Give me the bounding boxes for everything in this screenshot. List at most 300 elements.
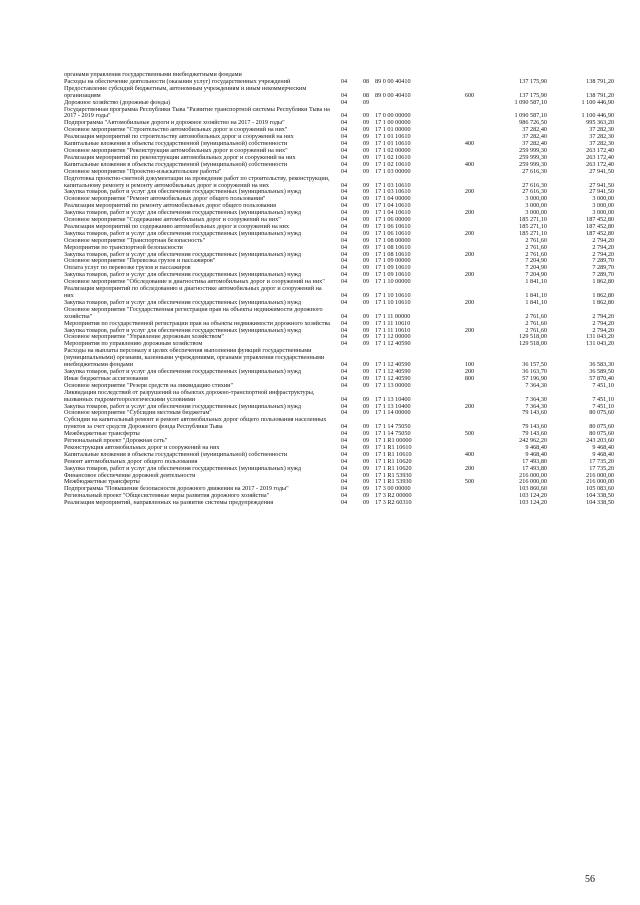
target-article-code-cell: 17 1 10 10610 [375, 298, 411, 306]
amount-first-year-cell: 37 282,40 [522, 126, 547, 134]
target-article-code-cell: 17 1 02 10610 [375, 160, 411, 168]
subsection-code-cell: 09 [362, 340, 370, 348]
target-article-code-cell: 17 1 03 00000 [375, 167, 411, 175]
subsection-code-cell: 09 [362, 236, 370, 244]
expense-type-cell: 600 [464, 91, 475, 99]
row-name-cell: Региональный проект "Дорожная сеть" [64, 437, 168, 445]
section-code-cell: 04 [340, 243, 348, 251]
target-article-code-cell: 17 1 08 10610 [375, 243, 411, 251]
subsection-code-cell: 09 [362, 292, 370, 299]
amount-first-year-cell: 242 962,20 [519, 437, 547, 445]
subsection-code-cell: 09 [362, 485, 370, 493]
amount-second-year-cell: 138 791,20 [586, 77, 614, 85]
target-article-code-cell: 17 0 00 00000 [375, 112, 411, 120]
amount-first-year-cell: 27 616,30 [522, 181, 547, 189]
amount-second-year-cell: 80 075,60 [589, 430, 614, 438]
section-code-cell: 04 [340, 222, 348, 230]
subsection-code-cell: 09 [362, 361, 370, 369]
amount-second-year-cell: 216 000,00 [586, 471, 614, 479]
amount-first-year-cell: 216 000,00 [519, 478, 547, 486]
subsection-code-cell: 09 [362, 381, 370, 389]
row-name-cell: Основное мероприятие "Проектно-изыскательские работы" [64, 167, 222, 175]
target-article-code-cell: 17 1 02 10610 [375, 153, 411, 161]
section-code-cell: 04 [340, 202, 348, 210]
expense-type-cell: 200 [464, 464, 475, 472]
row-name-cell: Закупка товаров, работ и услуг для обеспечения государственных (муниципальных) нужд [64, 298, 302, 306]
amount-first-year-cell: 2 761,60 [525, 243, 547, 251]
amount-first-year-cell: 185 271,10 [519, 222, 547, 230]
section-code-cell: 04 [340, 91, 348, 99]
target-article-code-cell: 17 1 12 40590 [375, 367, 411, 375]
expense-type-cell [455, 120, 484, 127]
row-name-cell: Основное мероприятие "Перевозка грузов и пассажиров" [64, 257, 216, 265]
amount-second-year-cell: 263 172,40 [586, 153, 614, 161]
amount-first-year-cell: 129 518,00 [519, 333, 547, 341]
subsection-code-cell: 09 [362, 160, 370, 168]
amount-second-year-cell: 104 338,50 [586, 492, 614, 500]
amount-second-year-cell: 1 862,80 [592, 292, 614, 299]
amount-first-year-cell: 2 761,60 [525, 250, 547, 258]
subsection-code-cell: 09 [362, 423, 370, 431]
amount-second-year-cell: 27 941,50 [589, 167, 614, 175]
target-article-code-cell: 17 3 00 00000 [375, 485, 411, 493]
target-article-code-cell: 17 1 03 10610 [375, 188, 411, 196]
section-code-cell: 04 [340, 236, 348, 244]
row-name-cell: Государственная программа Республики Тыва "Развитие транспортной системы Республики Тыва на 2017 - 2019 годы" [64, 105, 330, 120]
row-name-cell: Основное мероприятие "Строительство автомобильных дорог и сооружений на них" [64, 126, 288, 134]
section-code-cell: 04 [340, 278, 348, 286]
expense-type-cell: 200 [464, 229, 475, 237]
amount-first-year-cell: 103 124,20 [519, 492, 547, 500]
target-article-code-cell: 17 1 14 00000 [375, 409, 411, 417]
expense-type-cell: 200 [464, 209, 475, 217]
expense-type-cell [455, 493, 484, 500]
section-code-cell: 04 [340, 112, 348, 120]
target-article-code-cell: 17 3 R2 60310 [375, 499, 412, 507]
subsection-code-cell: 09 [362, 264, 370, 272]
expense-type-cell: 200 [464, 367, 475, 375]
target-article-code-cell: 17 1 11 00000 [375, 312, 411, 320]
row-name-cell: Основное мероприятие "Обследование и диагностика автомобильных дорог и сооружений на них" [64, 278, 325, 286]
expense-type-cell [455, 438, 484, 445]
row-name-cell: Расходы на обеспечение деятельности (оказания услуг) государственных учреждений [64, 77, 291, 85]
subsection-code-cell: 09 [362, 478, 370, 486]
row-name-cell: Закупка товаров, работ и услуг для обеспечения государственных (муниципальных) нужд [64, 229, 302, 237]
target-article-code-cell: 17 1 13 10400 [375, 395, 411, 403]
section-code-cell: 04 [340, 229, 348, 237]
expense-type-cell [455, 307, 484, 321]
subsection-code-cell: 09 [362, 126, 370, 134]
row-name-cell: Капитальные вложения в объекты государственной (муниципальной) собственности [64, 160, 288, 168]
amount-second-year-cell: 243 203,60 [586, 437, 614, 445]
amount-first-year-cell: 1 841,10 [525, 292, 547, 299]
section-code-cell: 04 [340, 188, 348, 196]
table-row [64, 107, 614, 121]
row-name-cell: Региональный проект "Общесистемные меры развития дорожного хозяйства" [64, 492, 270, 500]
expense-type-cell: 400 [464, 450, 475, 458]
target-article-code-cell: 17 1 14 75050 [375, 430, 411, 438]
row-name-cell: органами управления государственными внебюджетными фондами [64, 71, 242, 78]
amount-second-year-cell: 17 735,20 [589, 464, 614, 472]
row-name-cell: Закупка товаров, работ и услуг для обеспечения государственных (муниципальных) нужд [64, 367, 302, 375]
section-code-cell: 04 [340, 181, 348, 189]
target-article-code-cell: 17 1 06 10610 [375, 229, 411, 237]
row-name-cell: Оплата услуг по перевозке грузов и пассажиров [64, 264, 191, 272]
subsection-code-cell: 09 [362, 464, 370, 472]
subsection-code-cell: 09 [362, 499, 370, 507]
target-article-code-cell: 17 1 13 10400 [375, 402, 411, 410]
row-name-cell: Основное мероприятие "Резерв средств на ликвидацию стихии" [64, 381, 233, 389]
table-row [64, 307, 614, 321]
row-name-cell: Закупка товаров, работ и услуг для обеспечения государственных (муниципальных) нужд [64, 209, 302, 217]
amount-second-year-cell: 1 100 446,90 [581, 112, 614, 120]
subsection-code-cell: 09 [362, 119, 370, 127]
target-article-code-cell: 17 1 12 40590 [375, 340, 411, 348]
expense-type-cell [455, 176, 484, 190]
section-code-cell: 04 [340, 381, 348, 389]
subsection-code-cell: 09 [362, 229, 370, 237]
section-code-cell: 04 [340, 374, 348, 382]
amount-first-year-cell: 7 364,30 [525, 402, 547, 410]
section-code-cell: 04 [340, 450, 348, 458]
amount-second-year-cell: 27 941,50 [589, 188, 614, 196]
subsection-code-cell: 09 [362, 243, 370, 251]
row-name-cell: Расходы на выплаты персоналу в целях обеспечения выполнения функций государственными (муниципальными) органами, казенными учреждениями, органами управления государственными внебюджетными фондами [64, 347, 325, 369]
row-name-cell: Реализация мероприятий по ремонту автомобильных дорог общего пользования [64, 202, 276, 210]
expense-type-cell: 200 [464, 298, 475, 306]
target-article-code-cell: 17 1 R1 53930 [375, 471, 412, 479]
budget-table [64, 72, 614, 507]
section-code-cell: 04 [340, 133, 348, 141]
amount-second-year-cell: 2 794,20 [592, 319, 614, 327]
amount-second-year-cell: 9 468,40 [592, 443, 614, 451]
section-code-cell: 04 [340, 250, 348, 258]
section-code-cell: 04 [340, 77, 348, 85]
target-article-code-cell: 89 0 00 40410 [375, 91, 411, 99]
section-code-cell: 04 [340, 160, 348, 168]
amount-second-year-cell: 57 870,40 [589, 374, 614, 382]
amount-first-year-cell: 3 000,00 [525, 202, 547, 210]
row-name-cell: Закупка товаров, работ и услуг для обеспечения государственных (муниципальных) нужд [64, 326, 302, 334]
target-article-code-cell: 17 1 11 10610 [375, 326, 411, 334]
subsection-code-cell: 09 [362, 250, 370, 258]
section-code-cell: 04 [340, 423, 348, 431]
expense-type-cell: 500 [464, 478, 475, 486]
expense-type-cell: 800 [464, 374, 475, 382]
amount-first-year-cell: 986 726,50 [519, 119, 547, 127]
amount-first-year-cell: 2 761,60 [525, 312, 547, 320]
subsection-code-cell: 09 [362, 395, 370, 403]
row-name-cell: Реализация мероприятий по содержанию автомобильных дорог и сооружений на них [64, 222, 289, 230]
subsection-code-cell: 09 [362, 409, 370, 417]
amount-first-year-cell: 7 204,90 [525, 271, 547, 279]
table-row [64, 390, 614, 404]
target-article-code-cell: 17 1 R1 10610 [375, 443, 412, 451]
subsection-code-cell: 09 [362, 402, 370, 410]
expense-type-cell: 200 [464, 188, 475, 196]
target-article-code-cell: 17 1 10 10610 [375, 292, 411, 299]
amount-second-year-cell: 36 583,30 [589, 361, 614, 369]
amount-first-year-cell: 1 841,10 [525, 298, 547, 306]
expense-type-cell [455, 390, 484, 404]
row-name-cell: Подпрограмма "Автомобильные дороги и дорожное хозяйство на 2017 - 2019 годы" [64, 119, 285, 127]
target-article-code-cell [375, 100, 455, 107]
expense-type-cell [455, 169, 484, 176]
amount-first-year-cell: 103 124,20 [519, 499, 547, 507]
amount-second-year-cell: 7 451,10 [592, 381, 614, 389]
amount-second-year-cell: 1 100 446,90 [581, 98, 614, 106]
expense-type-cell: 200 [464, 402, 475, 410]
amount-second-year-cell: 7 451,10 [592, 395, 614, 403]
target-article-code-cell: 17 1 01 10610 [375, 140, 411, 148]
table-row [64, 348, 614, 369]
table-row [64, 417, 614, 431]
target-article-code-cell: 17 1 R1 10620 [375, 464, 412, 472]
target-article-code-cell: 17 1 12 40590 [375, 361, 411, 369]
section-code-cell: 04 [340, 140, 348, 148]
expense-type-cell [455, 417, 484, 431]
row-name-cell: Основное мероприятие "Транспортная безопасность" [64, 236, 206, 244]
amount-first-year-cell: 3 000,00 [525, 209, 547, 217]
section-code-cell: 04 [340, 361, 348, 369]
subsection-code-cell: 09 [362, 374, 370, 382]
target-article-code-cell: 17 1 13 00000 [375, 381, 411, 389]
subsection-code-cell: 09 [362, 202, 370, 210]
target-article-code-cell: 17 1 04 00000 [375, 195, 411, 203]
row-name-cell: Реализация мероприятий по реконструкции автомобильных дорог и сооружений на них [64, 153, 296, 161]
subsection-code-cell: 09 [362, 312, 370, 320]
amount-first-year-cell: 2 761,60 [525, 319, 547, 327]
section-code-cell: 04 [340, 471, 348, 479]
amount-second-year-cell: 187 452,80 [586, 216, 614, 224]
row-name-cell: Закупка товаров, работ и услуг для обеспечения государственных (муниципальных) нужд [64, 271, 302, 279]
amount-first-year-cell: 3 000,00 [525, 195, 547, 203]
row-name-cell: Мероприятия по транспортной безопасности [64, 243, 183, 251]
amount-second-year-cell: 3 000,00 [592, 202, 614, 210]
row-name-cell: Реализация мероприятий, направленных на развитие системы предупреждения [64, 499, 274, 507]
amount-first-year-cell: 129 518,00 [519, 340, 547, 348]
target-article-code-cell: 17 1 12 40590 [375, 374, 411, 382]
subsection-code-cell: 09 [362, 188, 370, 196]
row-name-cell: Подпрограмма "Повышение безопасности дорожного движения на 2017 - 2019 годы" [64, 485, 289, 493]
amount-second-year-cell: 2 794,20 [592, 243, 614, 251]
amount-first-year-cell: 37 282,40 [522, 140, 547, 148]
section-code-cell: 04 [340, 167, 348, 175]
amount-second-year-cell: 7 451,10 [592, 402, 614, 410]
amount-second-year-cell: 263 172,40 [586, 160, 614, 168]
row-name-cell: Финансовое обеспечение дорожной деятельности [64, 471, 196, 479]
section-code-cell: 04 [340, 257, 348, 265]
target-article-code-cell: 17 1 R1 10620 [375, 457, 412, 465]
amount-first-year-cell: 2 761,60 [525, 236, 547, 244]
row-name-cell: Основное мероприятие "Содержание автомобильных дорог и сооружений на них" [64, 216, 281, 224]
table-row [64, 86, 614, 100]
subsection-code-cell: 08 [362, 77, 370, 85]
section-code-cell: 04 [340, 333, 348, 341]
subsection-code-cell: 09 [362, 367, 370, 375]
section-code-cell: 04 [340, 492, 348, 500]
section-code-cell: 04 [340, 146, 348, 154]
amount-second-year-cell: 17 735,20 [589, 457, 614, 465]
amount-second-year-cell: 1 862,80 [592, 298, 614, 306]
section-code-cell: 04 [340, 326, 348, 334]
amount-first-year-cell: 1 090 587,10 [514, 112, 547, 120]
amount-first-year-cell: 79 143,60 [522, 423, 547, 431]
amount-first-year-cell: 36 163,70 [522, 367, 547, 375]
row-name-cell: Дорожное хозяйство (дорожные фонды) [64, 98, 171, 106]
subsection-code-cell: 09 [362, 195, 370, 203]
row-name-cell: Капитальные вложения в объекты государственной (муниципальной) собственности [64, 140, 288, 148]
amount-second-year-cell: 105 083,60 [586, 485, 614, 493]
subsection-code-cell: 09 [362, 222, 370, 230]
amount-second-year-cell: 138 791,20 [586, 91, 614, 99]
amount-second-year-cell: 2 794,20 [592, 250, 614, 258]
target-article-code-cell: 17 1 R1 10610 [375, 450, 412, 458]
amount-first-year-cell: 36 157,50 [522, 361, 547, 369]
amount-second-year-cell: 37 282,30 [589, 140, 614, 148]
expense-type-cell [455, 107, 484, 121]
target-article-code-cell: 17 1 02 00000 [375, 146, 411, 154]
amount-second-year-cell: 216 000,00 [586, 478, 614, 486]
amount-second-year-cell: 2 794,20 [592, 326, 614, 334]
amount-second-year-cell: 7 289,70 [592, 264, 614, 272]
amount-first-year-cell: 185 271,10 [519, 229, 547, 237]
expense-type-cell [455, 334, 484, 341]
amount-first-year-cell: 27 616,30 [522, 188, 547, 196]
section-code-cell: 04 [340, 443, 348, 451]
section-code-cell: 04 [340, 216, 348, 224]
target-article-code-cell: 17 1 06 10610 [375, 222, 411, 230]
amount-second-year-cell: 263 172,40 [586, 146, 614, 154]
row-name-cell: Закупка товаров, работ и услуг для обеспечения государственных (муниципальных) нужд [64, 402, 302, 410]
amount-first-year-cell: 185 271,10 [519, 216, 547, 224]
subsection-code-cell: 09 [362, 333, 370, 341]
subsection-code-cell: 09 [362, 457, 370, 465]
amount-second-year-cell: 7 289,70 [592, 257, 614, 265]
target-article-code-cell: 17 3 R2 00000 [375, 492, 412, 500]
row-name-cell: Основное мероприятие "Управление дорожным хозяйством" [64, 333, 224, 341]
amount-second-year-cell: 131 043,20 [586, 333, 614, 341]
row-name-cell: Капитальные вложения в объекты государственной (муниципальной) собственности [64, 450, 288, 458]
row-name-cell: Предоставление субсидий бюджетным, автономным учреждениям и иным некоммерческим организациям [64, 84, 307, 99]
target-article-code-cell: 17 1 08 00000 [375, 236, 411, 244]
section-code-cell: 04 [340, 209, 348, 217]
subsection-code-cell: 09 [362, 471, 370, 479]
expense-type-cell [455, 258, 484, 265]
target-article-code-cell: 17 1 00 00000 [375, 119, 411, 127]
subsection-code-cell: 09 [362, 112, 370, 120]
amount-first-year-cell: 17 493,80 [522, 457, 547, 465]
row-name-cell: Подготовка проектно-сметной документации на проведение работ по строительству, реконструкции, капитальному ремонту и ремонту автомобильных дорог и сооружений на них [64, 174, 330, 189]
expense-type-cell [455, 217, 484, 224]
section-code-cell: 04 [340, 437, 348, 445]
section-code-cell: 04 [340, 395, 348, 403]
amount-first-year-cell: 7 204,90 [525, 264, 547, 272]
subsection-code-cell: 09 [362, 140, 370, 148]
amount-second-year-cell: 36 589,50 [589, 367, 614, 375]
row-name-cell: Закупка товаров, работ и услуг для обеспечения государственных (муниципальных) нужд [64, 250, 302, 258]
amount-first-year-cell: 103 860,60 [519, 485, 547, 493]
section-code-cell: 04 [340, 464, 348, 472]
expense-type-cell [455, 486, 484, 493]
table-row [64, 176, 614, 190]
budget-table-body [64, 72, 614, 507]
amount-second-year-cell: 80 075,60 [589, 409, 614, 417]
subsection-code-cell: 09 [362, 437, 370, 445]
amount-first-year-cell: 9 468,40 [525, 443, 547, 451]
amount-second-year-cell: 187 452,80 [586, 222, 614, 230]
amount-first-year-cell: 259 999,30 [519, 160, 547, 168]
row-name-cell: Ликвидация последствий от разрушений на объектах дорожно-транспортной инфраструктуры, вызванных гидрометеорологическими условиями [64, 388, 315, 403]
expense-type-cell [455, 410, 484, 417]
subsection-code-cell: 09 [362, 181, 370, 189]
expense-type-cell [455, 238, 484, 245]
row-name-cell: Мероприятия по государственной регистрации прав на объекты недвижимости дорожного хозяйства [64, 319, 331, 327]
amount-first-year-cell: 137 175,90 [519, 91, 547, 99]
amount-second-year-cell: 27 941,50 [589, 181, 614, 189]
target-article-code-cell: 89 0 00 40410 [375, 77, 411, 85]
expense-type-cell: 200 [464, 326, 475, 334]
section-code-cell: 04 [340, 409, 348, 417]
amount-second-year-cell: 995 363,20 [586, 119, 614, 127]
expense-type-cell [455, 72, 484, 79]
amount-second-year-cell: 37 282,30 [589, 126, 614, 134]
expense-type-cell [455, 79, 484, 86]
expense-type-cell [455, 341, 484, 348]
amount-second-year-cell: 9 468,40 [592, 450, 614, 458]
section-code-cell: 04 [340, 457, 348, 465]
target-article-code-cell: 17 1 R1 00000 [375, 437, 412, 445]
subsection-code-cell: 09 [362, 443, 370, 451]
amount-second-year-cell: 131 043,20 [586, 340, 614, 348]
section-code-cell: 04 [340, 119, 348, 127]
target-article-code-cell: 17 1 09 10610 [375, 271, 411, 279]
amount-first-year-cell: 17 493,80 [522, 464, 547, 472]
target-article-code-cell: 17 1 03 10610 [375, 181, 411, 189]
amount-first-year-cell: 2 761,60 [525, 326, 547, 334]
row-name-cell: Основное мероприятие "Субсидии местным бюджетам" [64, 409, 212, 417]
target-article-code-cell: 17 1 09 10610 [375, 264, 411, 272]
target-article-code-cell: 17 1 01 10610 [375, 133, 411, 141]
expense-type-cell: 400 [464, 140, 475, 148]
subsection-code-cell: 09 [362, 153, 370, 161]
expense-type-cell: 200 [464, 250, 475, 258]
subsection-code-cell: 09 [362, 298, 370, 306]
subsection-code-cell: 09 [362, 146, 370, 154]
row-name-cell: Межбюджетные трансферты [64, 430, 140, 438]
target-article-code-cell: 17 1 14 75050 [375, 423, 411, 431]
expense-type-cell [455, 279, 484, 286]
expense-type-cell: 500 [464, 430, 475, 438]
row-name-cell: Основное мероприятие "Государственная регистрация прав на объекты недвижимости дорожного хозяйства" [64, 305, 323, 320]
target-article-code-cell: 17 1 11 10610 [375, 319, 411, 327]
subsection-code-cell: 09 [362, 278, 370, 286]
subsection-code-cell: 09 [362, 271, 370, 279]
section-code-cell: 04 [340, 402, 348, 410]
row-name-cell: Основное мероприятие "Ремонт автомобильных дорог общего пользования" [64, 195, 266, 203]
subsection-code-cell: 09 [362, 216, 370, 224]
amount-first-year-cell: 259 999,30 [519, 146, 547, 154]
expense-type-cell: 400 [464, 160, 475, 168]
target-article-code-cell: 17 1 01 00000 [375, 126, 411, 134]
target-article-code-cell: 17 1 06 00000 [375, 216, 411, 224]
section-code-cell: 04 [340, 478, 348, 486]
expense-type-cell [455, 383, 484, 390]
amount-first-year-cell: 7 204,90 [525, 257, 547, 265]
target-article-code-cell: 17 1 08 10610 [375, 250, 411, 258]
expense-type-cell [455, 286, 484, 300]
amount-second-year-cell: 80 075,60 [589, 423, 614, 431]
